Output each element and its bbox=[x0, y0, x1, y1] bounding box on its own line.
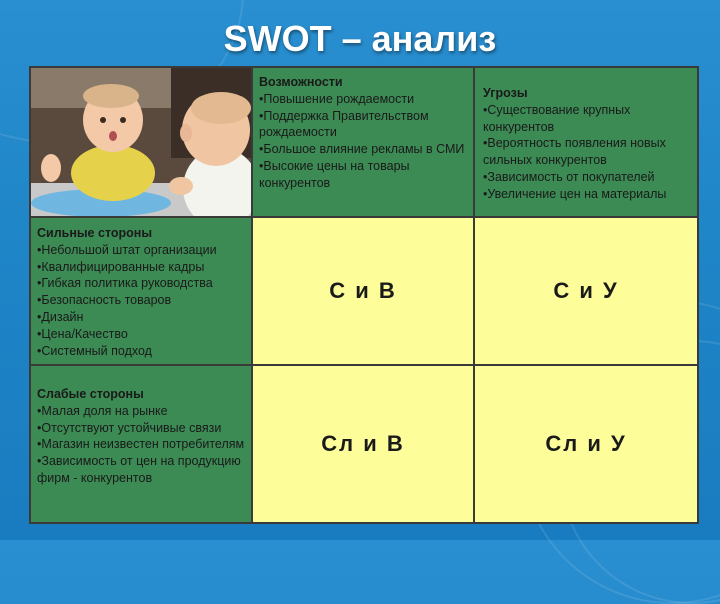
babies-illustration bbox=[31, 68, 252, 217]
quadrant-wt: Сл и У bbox=[474, 365, 698, 523]
list-item: • Поддержка Правительством рождаемости bbox=[259, 108, 467, 142]
strengths-cell bbox=[30, 217, 252, 365]
babies-photo bbox=[30, 67, 252, 217]
swot-matrix bbox=[29, 66, 699, 524]
opportunities-list bbox=[259, 91, 467, 192]
list-item: • Большое влияние рекламы в СМИ bbox=[259, 141, 467, 158]
threats-heading: Угрозы bbox=[483, 86, 528, 100]
opportunities-cell bbox=[252, 67, 474, 217]
list-item: • Квалифицированные кадры bbox=[37, 259, 245, 276]
list-item: • Малая доля на рынке bbox=[37, 403, 245, 420]
quadrant-so: С и В bbox=[252, 217, 474, 365]
weaknesses-heading: Слабые стороны bbox=[37, 387, 144, 401]
list-item: • Зависимость от цен на продукцию фирм - конкурентов bbox=[37, 453, 245, 487]
list-item: • Увеличение цен на материалы bbox=[483, 186, 691, 203]
list-item: • Небольшой штат организации bbox=[37, 242, 245, 259]
strengths-heading: Сильные стороны bbox=[37, 226, 153, 240]
list-item: • Высокие цены на товары конкурентов bbox=[259, 158, 467, 192]
list-item: • Системный подход bbox=[37, 343, 245, 360]
page-title: SWOT – анализ bbox=[223, 18, 497, 59]
list-item: • Вероятность появления новых сильных конкурентов bbox=[483, 135, 691, 169]
list-item: • Зависимость от покупателей bbox=[483, 169, 691, 186]
quadrant-st: С и У bbox=[474, 217, 698, 365]
list-item: • Магазин неизвестен потребителям bbox=[37, 436, 245, 453]
quadrant-wo: Сл и В bbox=[252, 365, 474, 523]
opportunities-heading: Возможности bbox=[259, 75, 343, 89]
threats-cell bbox=[474, 67, 698, 217]
list-item: • Отсутствуют устойчивые связи bbox=[37, 420, 245, 437]
list-item: • Дизайн bbox=[37, 309, 245, 326]
weaknesses-cell bbox=[30, 365, 252, 523]
list-item: • Существование крупных конкурентов bbox=[483, 102, 691, 136]
list-item: • Безопасность товаров bbox=[37, 292, 245, 309]
list-item: • Цена/Качество bbox=[37, 326, 245, 343]
list-item: • Гибкая политика руководства bbox=[37, 275, 245, 292]
threats-list bbox=[483, 102, 691, 203]
strengths-list bbox=[37, 242, 245, 360]
weaknesses-list bbox=[37, 403, 245, 487]
list-item: • Повышение рождаемости bbox=[259, 91, 467, 108]
